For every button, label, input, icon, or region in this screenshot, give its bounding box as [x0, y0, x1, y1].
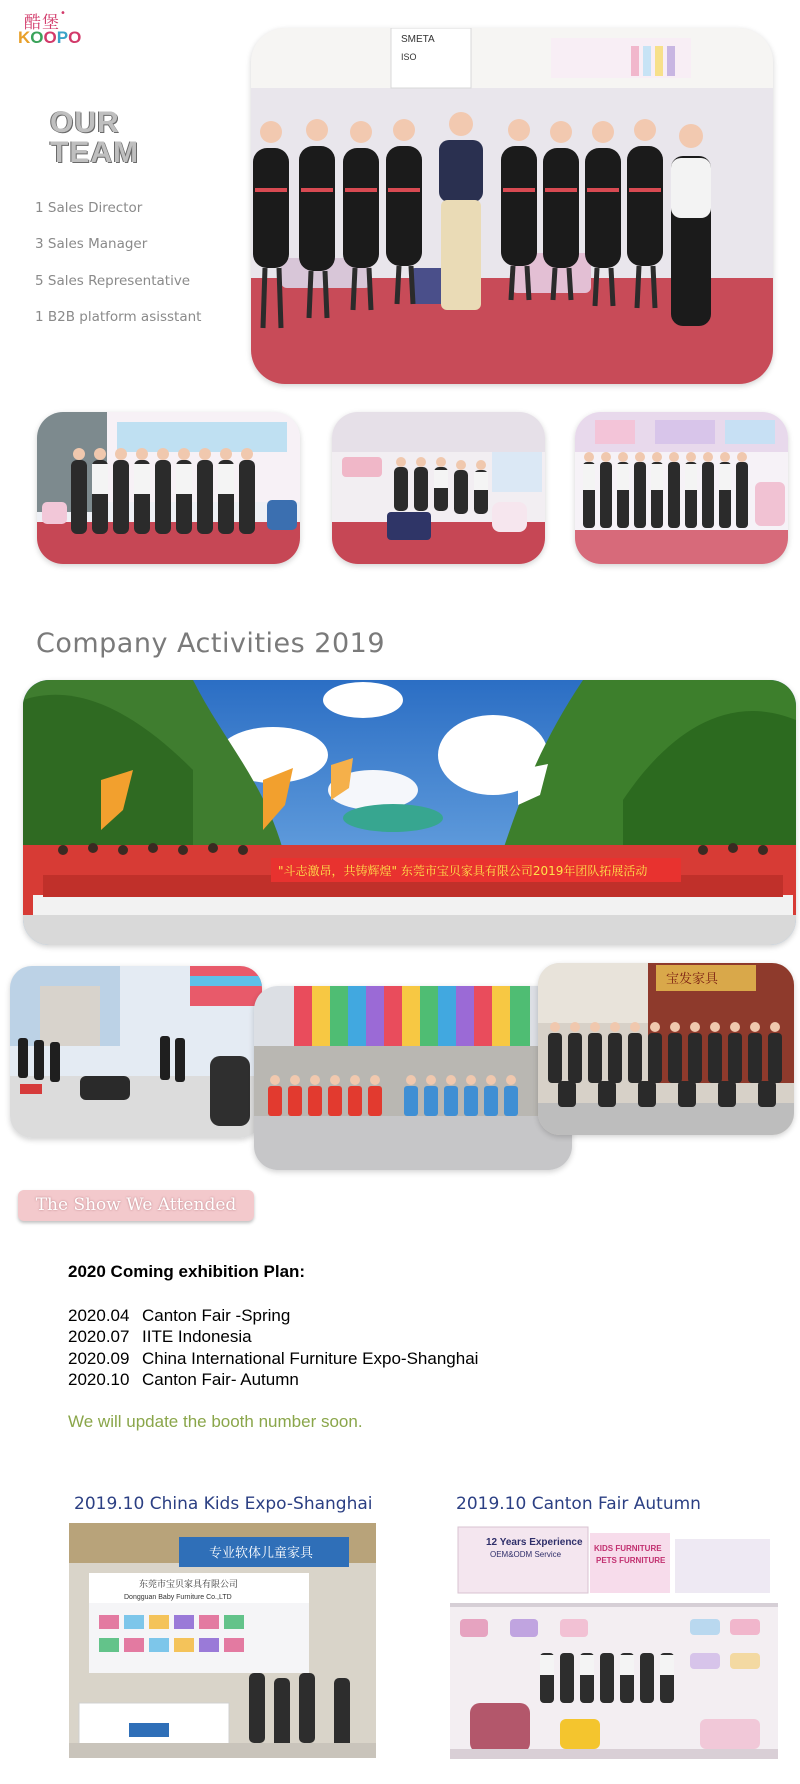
plan-date: 2020.09	[68, 1349, 130, 1368]
booth2-sign-pets: PETS FURNITURE	[596, 1556, 666, 1565]
our-team-title: OUR TEAM	[50, 106, 139, 169]
booth1-sign: 专业软体儿童家具	[209, 1546, 314, 1561]
booth2-sign-oem: OEM&ODM Service	[490, 1550, 562, 1559]
expo-photo-kids-expo	[69, 1523, 376, 1758]
exhibition-plan-item	[68, 1349, 478, 1369]
activity-group-photo	[23, 680, 796, 945]
team-photo-booth-left	[37, 412, 300, 564]
show-attended-button[interactable]: The Show We Attended	[18, 1190, 254, 1221]
activity-photo-basketball-teams	[254, 986, 572, 1170]
team-photo-main	[251, 28, 773, 384]
expo-label-kids-expo: 2019.10 China Kids Expo-Shanghai	[74, 1494, 373, 1514]
booth1-company-en: Dongguan Baby Furniture Co.,LTD	[124, 1594, 232, 1601]
team-role: 3 Sales Manager	[35, 236, 148, 252]
team-photo-booth-center	[332, 412, 545, 564]
plan-date: 2020.04	[68, 1306, 130, 1325]
plan-date: 2020.07	[68, 1327, 130, 1346]
team-role: 1 Sales Director	[35, 200, 143, 216]
expo-photo-canton-fair	[450, 1523, 778, 1759]
company-activities-title: Company Activities 2019	[36, 628, 385, 659]
booth1-company: 东莞市宝贝家具有限公司	[139, 1580, 239, 1590]
exhibition-plan-item	[68, 1306, 290, 1326]
logo-letter: K	[18, 28, 31, 47]
plan-event: China International Furniture Expo-Shanghai	[142, 1349, 479, 1368]
plan-date: 2020.10	[68, 1370, 130, 1389]
svg-text:ISO: ISO	[401, 52, 417, 62]
exhibition-plan-item	[68, 1370, 299, 1390]
exhibition-plan-item	[68, 1327, 252, 1347]
booth2-sign-experience: 12 Years Experience	[486, 1537, 583, 1548]
expo-label-canton-fair: 2019.10 Canton Fair Autumn	[456, 1494, 701, 1514]
logo-letter: O	[30, 28, 44, 47]
plan-event: IITE Indonesia	[142, 1327, 252, 1346]
team-role: 5 Sales Representative	[35, 273, 191, 289]
activity-photo-outdoor-games	[10, 966, 262, 1138]
svg-text:SMETA: SMETA	[401, 34, 435, 45]
exhibition-plan-heading: 2020 Coming exhibition Plan:	[68, 1262, 306, 1281]
plan-event: Canton Fair -Spring	[142, 1306, 291, 1325]
logo-letter: O	[68, 28, 82, 47]
logo-letter: O	[43, 28, 57, 47]
activity-photo-store-group	[538, 963, 794, 1135]
activity-banner-text: "斗志激昂，共铸辉煌" 东莞市宝贝家具有限公司2019年团队拓展活动	[278, 864, 648, 878]
store-sign-text: 宝发家具	[666, 972, 719, 987]
logo-letter: P	[56, 28, 69, 47]
booth2-sign-kids: KIDS FURNITURE	[594, 1544, 662, 1553]
team-photo-booth-right	[575, 412, 788, 564]
logo-chinese: 酷堡•	[24, 8, 67, 33]
booth-update-note: We will update the booth number soon.	[68, 1412, 363, 1431]
plan-event: Canton Fair- Autumn	[142, 1370, 299, 1389]
team-role: 1 B2B platform asisstant	[35, 309, 202, 325]
logo	[18, 28, 81, 48]
